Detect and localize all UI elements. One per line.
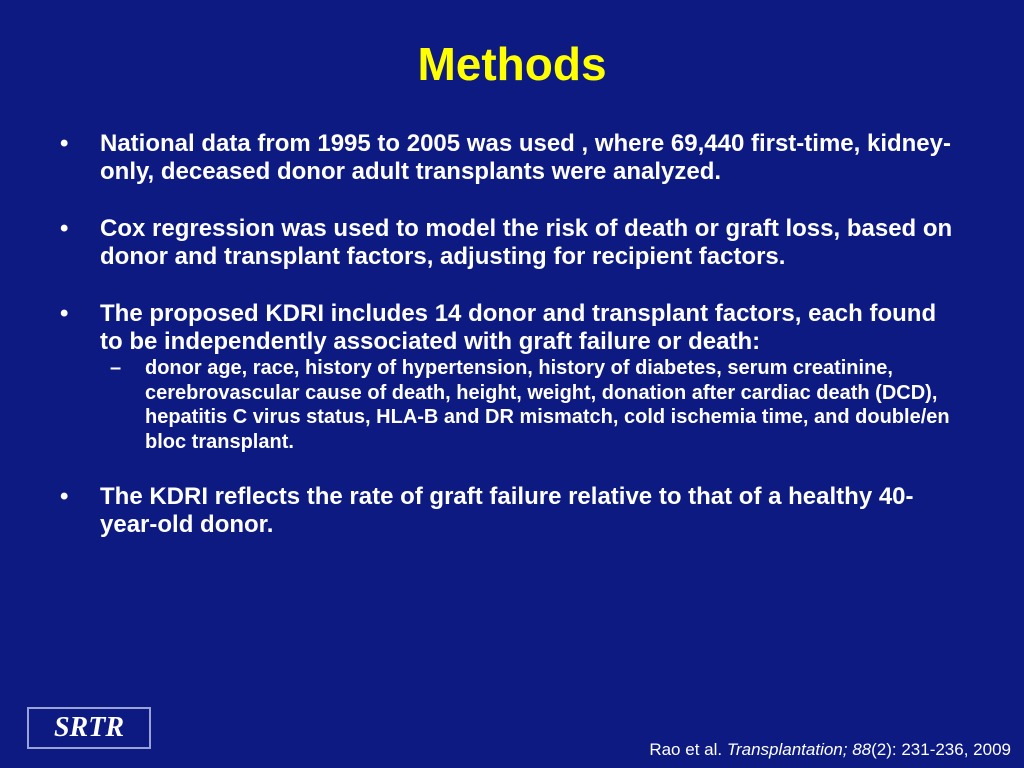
bullet-marker: • <box>60 483 69 510</box>
srtr-logo <box>27 707 151 749</box>
bullet-item <box>60 483 960 539</box>
bullet-item <box>60 130 960 186</box>
bullet-item <box>60 215 960 271</box>
bullet-item <box>60 300 960 454</box>
slide-title: Methods <box>417 38 607 90</box>
bullet-text: The proposed KDRI includes 14 donor and transplant factors, each found to be independently associated with graft failure or death: <box>100 300 937 355</box>
bullet-text: Cox regression was used to model the risk of death or graft loss, based on donor and transplant factors, adjusting for recipient factors. <box>100 215 953 270</box>
bullet-list <box>60 130 960 568</box>
bullet-marker: • <box>60 130 69 157</box>
bullet-marker: • <box>60 300 69 327</box>
sub-bullet-text: donor age, race, history of hypertension, history of diabetes, serum creatinine, cerebrovascular cause of death, height, weight, donation after cardiac death (DCD), hepatitis C virus status, HLA-B and DR mismatch, cold ischemia time, and double/en bloc transplant. <box>145 357 950 453</box>
citation <box>649 740 1011 760</box>
sub-bullet-marker: – <box>110 357 122 379</box>
srtr-logo-text: SRTR <box>53 712 125 743</box>
sub-bullet-item <box>100 356 960 454</box>
citation-details: (2): 231-236, 2009 <box>871 740 1011 759</box>
bullet-text: National data from 1995 to 2005 was used , where 69,440 first-time, kidney-only, deceased donor adult transplants were analyzed. <box>100 130 951 185</box>
citation-journal: Transplantation; 88 <box>726 740 872 759</box>
sub-bullet-list <box>100 356 960 454</box>
citation-authors: Rao et al. <box>649 740 727 759</box>
bullet-text: The KDRI reflects the rate of graft failure relative to that of a healthy 40-year-old donor. <box>100 483 914 538</box>
bullet-marker: • <box>60 215 69 242</box>
